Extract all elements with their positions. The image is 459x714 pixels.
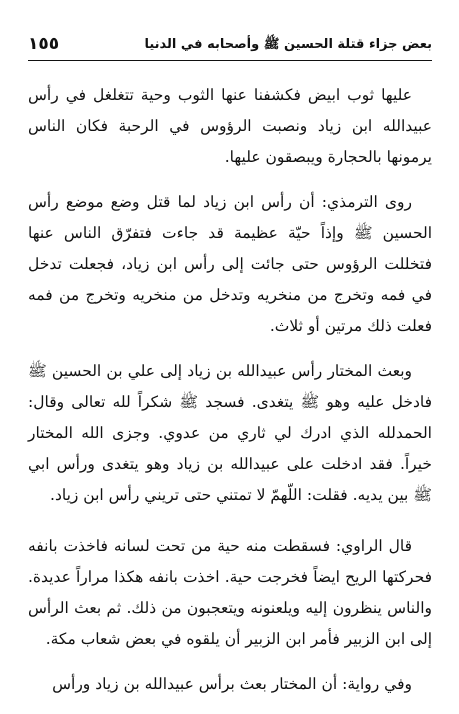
paragraph-text: قال الراوي: فسقطت منه حية من تحت لسانه فاخذت بانفه فحركتها الريح ايضاً فخرجت حية. اخذت بانفه هكذا مراراً عديدة. والناس ينظرون إليه ويلعنونه ويتعجبون من ذلك. ثم بعث الرأس إلى ابن الزبير فأمر ابن الزبير أن يلقوه في بعض شعاب مكة.	[28, 537, 432, 648]
paragraph-1	[28, 80, 432, 173]
paragraph-4	[28, 531, 432, 655]
paragraph-3	[28, 356, 432, 511]
paragraph-text: عليها ثوب ابيض فكشفنا عنها الثوب وحية تتغلغل في رأس عبيدالله ابن زياد ونصبت الرؤوس في الرحبة فكان الناس يرمونها بالحجارة ويبصقون عليها.	[28, 86, 432, 166]
header-divider	[28, 60, 432, 61]
paragraph-5	[28, 669, 432, 700]
paragraph-text: روى الترمذي: أن رأس ابن زياد لما قتل وضع موضع رأس الحسين ﷺ وإذاً حيّة عظيمة قد جاءت فتفرّق الناس عنها فتخللت الرؤوس حتى جائت إلى رأس ابن زياد، فجعلت تدخل في فمه وتخرج من منخريه وتدخل من منخريه وتخرج من فمه فعلت ذلك مرتين أو ثلاث.	[28, 193, 432, 335]
page-number: ١٥٥	[28, 34, 60, 54]
paragraph-text: وبعث المختار رأس عبيدالله بن زياد إلى علي بن الحسين ﷺ فادخل عليه وهو ﷺ يتغدى. فسجد ﷺ شكراً لله تعالى وقال: الحمدلله الذي ادرك لي ثاري من عدوي. وجزى الله المختار خيراً. فقد ادخلت على عبيدالله بن زياد وهو يتغدى ورأس ابي ﷺ بين يديه. فقلت: اللّهمّ لا تمتني حتى تريني رأس ابن زياد.	[28, 362, 432, 504]
paragraph-text: وفي رواية: أن المختار بعث برأس عبيدالله بن زياد ورأس	[52, 675, 412, 693]
page-body	[28, 80, 432, 714]
paragraph-2	[28, 187, 432, 342]
running-header	[28, 34, 432, 56]
chapter-title: بعض جزاء قتلة الحسين ﷺ وأصحابه في الدنيا	[144, 37, 432, 52]
